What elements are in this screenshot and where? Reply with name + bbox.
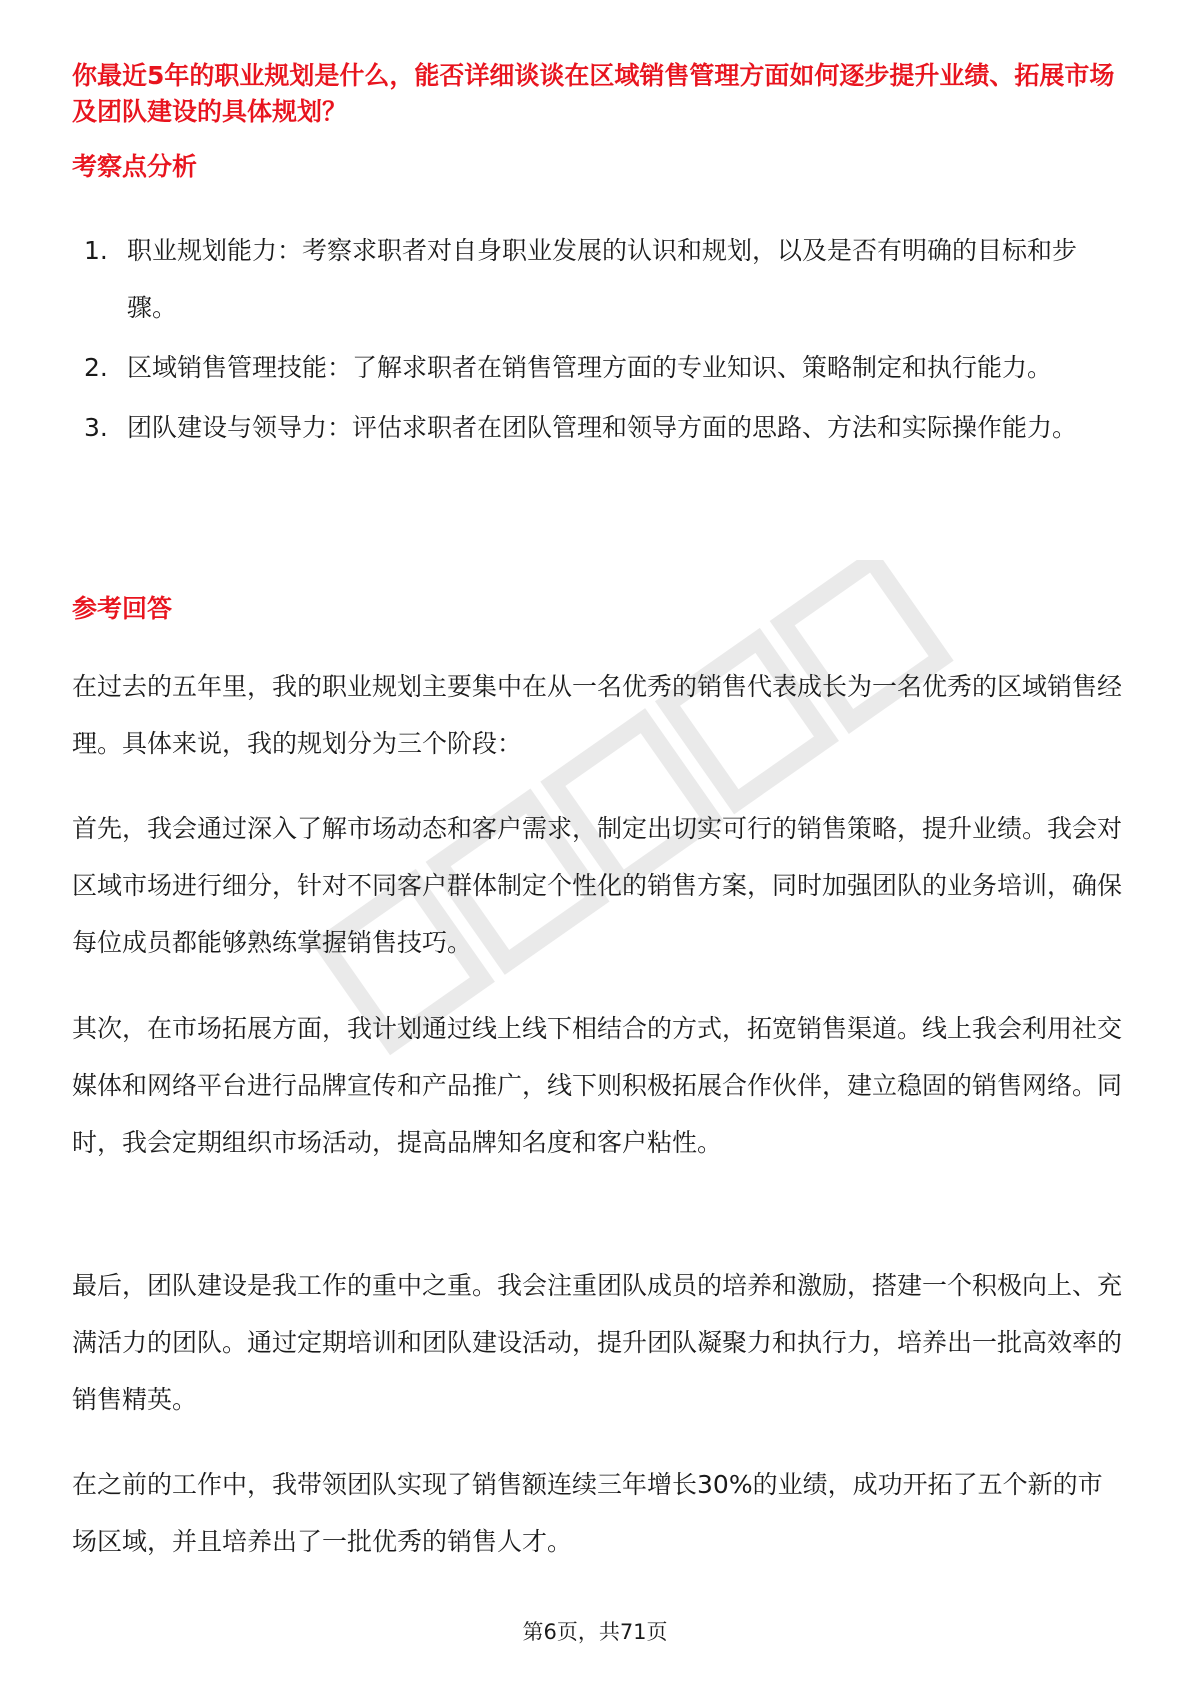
list-item — [72, 339, 1122, 396]
answer-paragraph-2: 首先，我会通过深入了解市场动态和客户需求，制定出切实可行的销售策略，提升业绩。我会对区域市场进行细分，针对不同客户群体制定个性化的销售方案，同时加强团队的业务培训，确保每位成员都能够熟练掌握销售技巧。 — [72, 814, 1123, 957]
list-item-text: 区域销售管理技能：了解求职者在销售管理方面的专业知识、策略制定和执行能力。 — [127, 353, 1053, 382]
list-item-number: 2. — [84, 353, 108, 382]
answer-paragraph-1: 在过去的五年里，我的职业规划主要集中在从一名优秀的销售代表成长为一名优秀的区域销售经理。具体来说，我的规划分为三个阶段： — [72, 672, 1123, 758]
list-item-text: 职业规划能力：考察求职者对自身职业发展的认识和规划，以及是否有明确的目标和步骤。 — [127, 236, 1078, 322]
list-item-text: 团队建设与领导力：评估求职者在团队管理和领导方面的思路、方法和实际操作能力。 — [127, 413, 1078, 442]
answer-heading: 参考回答 — [72, 594, 173, 623]
question-title: 你最近5年的职业规划是什么，能否详细谈谈在区域销售管理方面如何逐步提升业绩、拓展市场及团队建设的具体规划？ — [72, 61, 1115, 126]
page-footer: 第6页，共71页 — [522, 1620, 668, 1644]
list-item-number: 1. — [84, 236, 108, 265]
list-item — [72, 222, 1122, 336]
answer-paragraph-4: 最后，团队建设是我工作的重中之重。我会注重团队成员的培养和激励，搭建一个积极向上、充满活力的团队。通过定期培训和团队建设活动，提升团队凝聚力和执行力，培养出一批高效率的销售精英。 — [72, 1271, 1123, 1414]
analysis-list — [72, 222, 1122, 459]
answer-paragraph-3: 其次，在市场拓展方面，我计划通过线上线下相结合的方式，拓宽销售渠道。线上我会利用社交媒体和网络平台进行品牌宣传和产品推广，线下则积极拓展合作伙伴，建立稳固的销售网络。同时，我会定期组织市场活动，提高品牌知名度和客户粘性。 — [72, 1014, 1123, 1157]
list-item-number: 3. — [84, 413, 108, 442]
answer-paragraph-5: 在之前的工作中，我带领团队实现了销售额连续三年增长30%的业绩，成功开拓了五个新的市场区域，并且培养出了一批优秀的销售人才。 — [72, 1470, 1103, 1556]
list-item — [72, 399, 1122, 456]
analysis-heading: 考察点分析 — [72, 152, 198, 181]
